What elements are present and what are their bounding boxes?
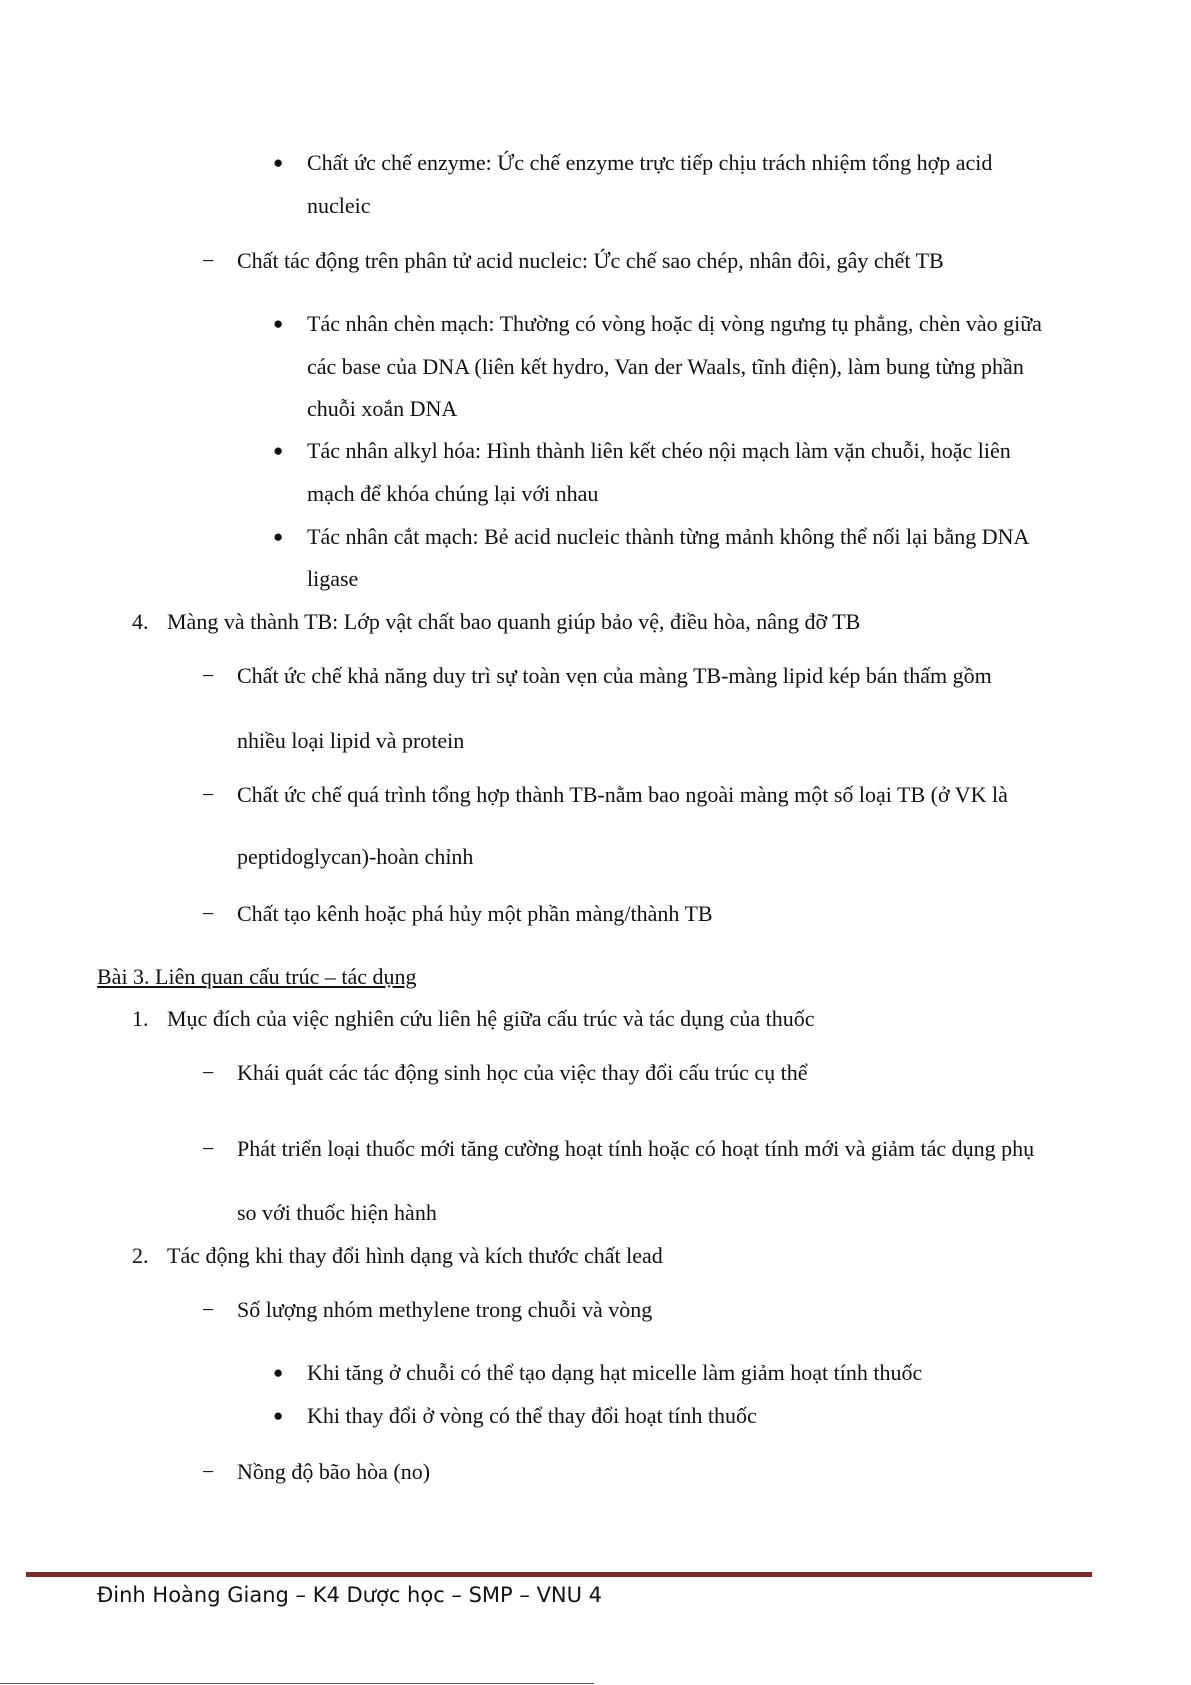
- text-line: Chất ức chế khả năng duy trì sự toàn vẹn của màng TB-màng lipid kép bán thấm gồm: [237, 663, 992, 688]
- text-line: ligase: [307, 566, 359, 591]
- text-line: Tác động khi thay đổi hình dạng và kích thước chất lead: [167, 1243, 663, 1268]
- text-line: Mục đích của việc nghiên cứu liên hệ giữa cấu trúc và tác dụng của thuốc: [167, 1006, 815, 1031]
- dash-icon: −: [202, 248, 215, 273]
- bullet-icon: ●: [273, 1406, 284, 1425]
- text-line: Khi thay đổi ở vòng có thể thay đổi hoạt tính thuốc: [307, 1403, 757, 1428]
- text-line: các base của DNA (liên kết hydro, Van der Waals, tĩnh điện), làm bung từng phần: [307, 354, 1024, 379]
- dash-icon: −: [202, 663, 215, 688]
- text-line: Nồng độ bão hòa (no): [237, 1459, 431, 1484]
- dash-icon: −: [202, 901, 215, 926]
- dash-icon: −: [202, 1060, 215, 1085]
- text-line: Chất ức chế enzyme: Ức chế enzyme trực tiếp chịu trách nhiệm tổng hợp acid: [307, 150, 993, 175]
- dash-icon: −: [202, 1297, 215, 1322]
- text-line: Khái quát các tác động sinh học của việc thay đổi cấu trúc cụ thể: [237, 1060, 808, 1085]
- list-number: 2.: [132, 1243, 149, 1268]
- dash-icon: −: [202, 782, 215, 807]
- footer-divider: [26, 1572, 1092, 1577]
- text-line: Phát triển loại thuốc mới tăng cường hoạt tính hoặc có hoạt tính mới và giảm tác dụng phụ: [237, 1136, 1035, 1161]
- text-line: Khi tăng ở chuỗi có thể tạo dạng hạt micelle làm giảm hoạt tính thuốc: [307, 1360, 923, 1385]
- text-line: Tác nhân cắt mạch: Bẻ acid nucleic thành từng mảnh không thể nối lại bằng DNA: [307, 524, 1030, 549]
- bullet-icon: ●: [273, 527, 284, 546]
- page-bottom-divider: [0, 1683, 594, 1684]
- footer-text: Đinh Hoàng Giang – K4 Dược học – SMP – VNU 4: [97, 1583, 603, 1607]
- list-number: 1.: [132, 1006, 149, 1031]
- bullet-icon: ●: [273, 441, 284, 460]
- text-line: so với thuốc hiện hành: [237, 1200, 437, 1225]
- text-line: peptidoglycan)-hoàn chỉnh: [237, 844, 474, 869]
- text-line: Số lượng nhóm methylene trong chuỗi và vòng: [237, 1297, 653, 1322]
- bullet-icon: ●: [273, 314, 284, 333]
- text-line: nucleic: [307, 193, 371, 218]
- text-line: mạch để khóa chúng lại với nhau: [307, 481, 599, 506]
- bullet-icon: ●: [273, 1363, 284, 1382]
- dash-icon: −: [202, 1136, 215, 1161]
- dash-icon: −: [202, 1459, 215, 1484]
- bullet-icon: ●: [273, 153, 284, 172]
- section-heading: Bài 3. Liên quan cấu trúc – tác dụng: [97, 964, 417, 989]
- text-line: Chất tạo kênh hoặc phá hủy một phần màng/thành TB: [237, 901, 713, 926]
- text-line: nhiều loại lipid và protein: [237, 728, 465, 753]
- text-line: chuỗi xoắn DNA: [307, 396, 458, 421]
- text-line: Màng và thành TB: Lớp vật chất bao quanh giúp bảo vệ, điều hòa, nâng đỡ TB: [167, 609, 861, 634]
- text-line: Tác nhân alkyl hóa: Hình thành liên kết chéo nội mạch làm vặn chuỗi, hoặc liên: [307, 438, 1011, 463]
- text-line: Tác nhân chèn mạch: Thường có vòng hoặc dị vòng ngưng tụ phẳng, chèn vào giữa: [307, 311, 1042, 336]
- list-number: 4.: [132, 609, 149, 634]
- text-line: Chất ức chế quá trình tổng hợp thành TB-nằm bao ngoài màng một số loại TB (ở VK là: [237, 782, 1008, 807]
- text-line: Chất tác động trên phân tử acid nucleic: Ức chế sao chép, nhân đôi, gây chết TB: [237, 248, 944, 273]
